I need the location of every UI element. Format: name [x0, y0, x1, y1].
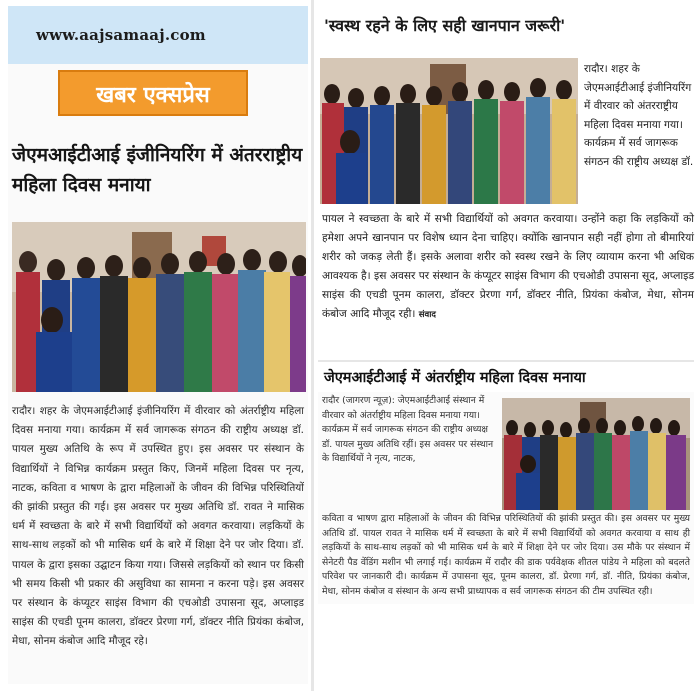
- bottom-right-headline: जेएमआईटीआई में अंतर्राष्ट्रीय महिला दिवस मनाया: [318, 364, 694, 392]
- top-right-group-photo: [320, 58, 578, 204]
- bottom-right-group-photo: [502, 398, 690, 510]
- khabar-express-banner: [58, 70, 248, 116]
- left-headline: जेएमआईटीआई इंजीनियरिंग में अंतरराष्ट्रीय महिला दिवस मनाया: [12, 144, 303, 196]
- bottom-right-article-body: कविता व भाषण द्वारा महिलाओं के जीवन की विभिन्न परिस्थितियों की झांकी प्रस्तुत की। इस अवसर पर मुख्य अतिथि डॉ. पायल रावत ने मासिक धर्म में स्वच्छता के बारे में सभी विद्यार्थियों को अवगत करवाया व साथ ही लड़कियों के साथ-साथ लड़कों को भी मासिक धर्म के बारे में शिक्षा देने पर जोर दिया। उस मौके पर संस्थान में सेनेटरी पैड वेंडिंग मशीन भी लगाई गई। कार्यक्रम में रादौर की डाक पर्यवेक्षक शीतल पांडेय ने महिला को बदलते परिवेश पर जानकारी दी। कार्यक्रम में उपासना सूद, पूनम कालरा, डॉ. प्रेरणा गर्ग, डॉ. नीति, प्रियंका कंबोज, मेधा, सोनम कंबोज व संस्थान के अन्य सभी प्राध्यापक व सर्व जागरूक संगठन की टीम उपस्थित रही।: [322, 513, 690, 597]
- banner-label: खबर एक्सप्रेस: [96, 83, 210, 108]
- top-right-headline: 'स्वस्थ रहने के लिए सही खानपान जरूरी': [324, 16, 566, 35]
- right-news-clipping-bottom: [318, 364, 694, 604]
- source-tag: संवाद: [418, 310, 436, 320]
- bottom-right-lead-text: रादौर (जागरण न्यूज़): जेएमआईटीआई संस्थान में वीरवार को अंतर्राष्ट्रीय महिला दिवस मनाया गया। कार्यक्रम में सर्व जागरूक संगठन की राष्ट्रीय अध्यक्ष डॉ. पायल मुख्य अतिथि रहीं। इस अवसर पर संस्थान के विद्यार्थियों ने नृत्य, नाटक,: [322, 395, 494, 465]
- right-news-clipping-top: [318, 10, 698, 358]
- website-header-bar: [8, 6, 308, 64]
- website-url: www.aajsamaaj.com: [36, 26, 206, 44]
- left-article-body: रादौर। शहर के जेएमआईटीआई इंजीनियरिंग में वीरवार को अंतर्राष्ट्रीय महिला दिवस मनाया गया। कार्यक्रम में सर्व जागरूक संगठन की राष्ट्रीय अध्यक्ष डॉ. पायल मुख्य अतिथि के रूप में उपस्थित हुए। इस अवसर पर संस्थान के विद्यार्थियों ने विभिन्न कार्यक्रम प्रस्तुत किए, जिनमें महिला दिवस पर नृत्य, नाटक, कविता व भाषण के द्वारा महिलाओं के जीवन की विभिन्न परिस्थितियों की झांकी प्रस्तुत की गई। इस अवसर पर मुख्य अतिथि डॉ. रावत ने मासिक धर्म में स्वच्छता के बारे में सभी विद्यार्थियों को अवगत करवाया। लड़कियों के साथ-साथ लड़कों को भी मासिक धर्म के बारे में शिक्षा देने पर जोर दिया। डॉ. पायल के द्वारा इसका उद्घाटन किया गया। जिससे लड़कियों को स्थान पर किसी भी समय किसी भी प्रकार की असुविधा का सामना न करना पड़े। इस अवसर पर संस्थान के कंप्यूटर साइंस विभाग की एचओडी उपासना सूद, अप्लाइड साइंस की एचडी पूनम कालरा, डॉक्टर प्रेरणा गर्ग, डॉक्टर नीति प्रियंका कंबोज, मेधा, सोनम कंबोज आदि मौजूद रहे।: [12, 405, 304, 648]
- top-right-body-text: पायल ने स्वच्छता के बारे में सभी विद्यार्थियों को अवगत करवाया। उन्होंने कहा कि लड़कियों को हमेशा अपने खानपान पर विशेष ध्यान देना चाहिए। क्योंकि खानपान सही नहीं होगा तो बीमारियां शरीर को जकड़ लेती हैं। इसके अलावा शरीर को स्वस्थ रखने के लिए व्यायाम करना भी अधिक आवश्यक है। इस अवसर पर संस्थान के कंप्यूटर साइंस विभाग की एचओडी उपासना सूद, अप्लाइड साइंस की एचडी पूनम कालरा, डॉक्टर प्रेरणा गर्ग, डॉक्टर नीति, प्रियंका कंबोज, मेधा, सोनम कंबोज आदि मौजूद रही।: [322, 213, 694, 320]
- clip-divider: [318, 360, 694, 362]
- left-group-photo: [12, 222, 306, 392]
- top-right-side-text: रादौर। शहर के जेएमआईटीआई इंजीनियरिंग में वीरवार को अंतरराष्ट्रीय महिला दिवस मनाया गया। कार्यक्रम में सर्व जागरूक संगठन की राष्ट्रीय अध्यक्ष डॉ.: [584, 63, 694, 168]
- left-news-clipping: [8, 6, 308, 684]
- column-divider: [311, 0, 314, 691]
- top-right-article-body: [322, 210, 694, 325]
